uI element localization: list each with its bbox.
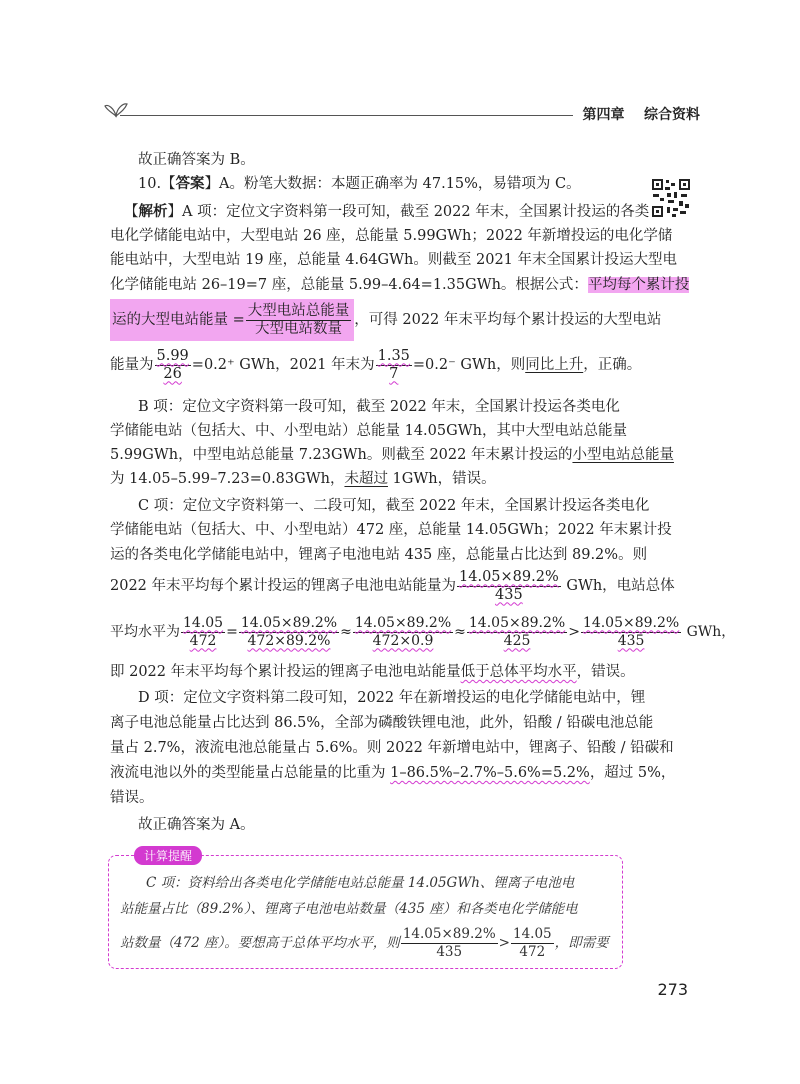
formula-den: 大型电站数量 (255, 320, 343, 337)
c-fraction-2 (181, 615, 225, 650)
a-l5-post: ，可得 2022 年末平均每个累计投运的大型电站 (354, 312, 662, 328)
tip-line-1: C 项：资料给出各类电化学储能电站总能量 14.05GWh、锂离子电池电 (146, 875, 575, 891)
frac-num: 14.05×89.2% (582, 614, 680, 631)
frac-den: 7 (389, 365, 399, 382)
analysis-line-4 (110, 275, 690, 295)
d-l4-underline: 1–86.5%–2.7%–5.6%=5.2% (390, 765, 590, 781)
tip-line-3: 站数量（472 座）。要想高于总体平均水平，则 $\frac{14.05\times 89.2\%}{435}$ > $\frac{14.05}{472}$ ，即需要 (120, 926, 609, 960)
d-l4-text: 液流电池以外的类型能量占总能量的比重为 (110, 765, 391, 781)
c-l5-post: GWh， (682, 624, 736, 640)
q10-answer-label: 答案 (175, 175, 205, 192)
c-fraction-3 (239, 615, 339, 650)
tip-l3-text: 站数量（472 座）。要想高于总体平均水平，则 (120, 935, 400, 951)
analysis-label: 解析 (138, 203, 168, 220)
fraction-599-26 (155, 348, 191, 383)
b-line-3 (110, 445, 674, 465)
b-l3-text: 5.99GWh，中型电站总能量 7.23GWh。则截至 2022 年末累计投运的 (110, 447, 573, 463)
c-fraction-1 (457, 569, 561, 604)
qr-code-icon (651, 178, 691, 218)
fraction-135-7 (376, 348, 412, 383)
a-l4-text: 化学储能电站 26–19=7 座，总能量 5.99–4.64=1.35GWh。根据公式： (110, 277, 588, 293)
formula-highlight-2 (110, 299, 354, 341)
formula-fraction (246, 303, 352, 338)
analysis-line-3: 能电站中，大型电站 19 座，总能量 4.64GWh。则截至 2021 年末全国累计投运大型电 (110, 252, 678, 268)
b-line-1: B 项：定位文字资料第一段可知，截至 2022 年末，全国累计投运各类电化 (138, 399, 620, 415)
line-prev-answer: 故正确答案为 B。 (138, 152, 255, 168)
c-l4-text: 2022 年末平均每个累计投运的锂离子电池电站能量为 (110, 578, 457, 594)
tip-line-2: 站能量占比（89.2%）、锂离子电池电站数量（435 座）和各类电化学储能电 (120, 901, 578, 917)
frac-den: 26 (163, 365, 182, 382)
formula-highlight-1: 平均每个累计投 (587, 277, 690, 293)
frac-num: 14.05×89.2% (354, 614, 452, 631)
a-l6-pre: 能量为 (110, 357, 154, 373)
c-fraction-6 (581, 615, 681, 650)
d-l4-end: ，超过 5%， (589, 765, 676, 781)
frac-num: 14.05×89.2% (402, 926, 496, 942)
tip-fraction-2 (511, 926, 554, 961)
frac-den: 435 (436, 944, 463, 960)
d-line-1: D 项：定位文字资料第二段可知，2022 年在新增投运的电化学储能电站中，锂 (138, 690, 646, 706)
q10-answer-line (110, 174, 620, 194)
d-line-5: 错误。 (110, 790, 154, 806)
a-l6-end: ，正确。 (583, 357, 642, 373)
chapter-header (573, 104, 701, 124)
c-line-3: 运的各类电化学储能电站中，锂离子电池电站 435 座，总能量占比达到 89.2%。则 (110, 547, 648, 563)
c-line-6 (110, 662, 635, 682)
analysis-a-text: 】A 项：定位文字资料第一段可知，截至 2022 年末，全国累计投运的各类 (167, 204, 650, 220)
b-l4-underline: 未超过 (344, 471, 388, 487)
page-number: 273 (657, 980, 688, 999)
analysis-line-5 (110, 299, 662, 341)
frac-num: 1.35 (377, 347, 410, 364)
c-fraction-4 (353, 615, 453, 650)
b-l4-end: 1GWh，错误。 (387, 471, 496, 487)
frac-den: 472×89.2% (247, 632, 331, 649)
d-line-2: 离子电池总能量占比达到 86.5%，全部为磷酸铁锂电池，此外，铅酸 / 铅碳电池总能 (110, 715, 654, 731)
frac-num: 14.05×89.2% (468, 614, 566, 631)
c-l6-underline: 低于总体平均水平 (460, 664, 577, 680)
c-line-2: 学储能电站（包括大、中、小型电站）472 座，总能量 14.05GWh；2022 年末累计投 (110, 522, 672, 538)
c-l4-post: GWh，电站总体 (561, 578, 675, 594)
frac-num: 5.99 (156, 347, 189, 364)
frac-den: 472 (519, 944, 546, 960)
b-line-2: 学储能电站（包括大、中、小型电站）总能量 14.05GWh，其中大型电站总能量 (110, 423, 627, 439)
final-answer: 故正确答案为 A。 (138, 817, 255, 833)
leaf-icon (104, 98, 128, 118)
b-l4-text: 为 14.05–5.99–7.23=0.83GWh， (110, 471, 345, 487)
c-line-4 (110, 568, 675, 604)
a-l6-mid1: =0.2⁺ GWh，2021 年末为 (191, 357, 375, 373)
analysis-line-6 (110, 347, 642, 383)
analysis-open: 【 (124, 204, 139, 220)
c-line-1: C 项：定位文字资料第一、二段可知，截至 2022 年末，全国累计投运各类电化 (138, 498, 650, 514)
b-line-4 (110, 469, 620, 489)
d-line-3: 量占 2.7%，液流电池总能量占 5.6%。则 2022 年新增电站中，锂离子、铅酸 / 铅碳和 (110, 740, 674, 756)
c-l6-text: 即 2022 年末平均每个累计投运的锂离子电池电站能量 (110, 664, 461, 680)
formula-num: 大型电站总能量 (247, 302, 350, 319)
q10-rest: 】A。粉笔大数据：本题正确率为 47.15%，易错项为 C。 (204, 176, 581, 192)
analysis-line-1 (110, 202, 650, 222)
d-line-4 (110, 763, 676, 783)
c-fraction-5 (467, 615, 567, 650)
tip-l3-end: ，即需要 (554, 935, 609, 951)
c-l6-end: ，错误。 (576, 664, 635, 680)
frac-num: 14.05×89.2% (459, 568, 559, 585)
a-l6-mid2: =0.2⁻ GWh，则 (412, 357, 526, 373)
chapter-label: 第四章 (582, 107, 625, 123)
frac-den: 472 (189, 632, 217, 649)
tip-fraction-1 (401, 926, 498, 961)
b-l3-underline: 小型电站总能量 (572, 447, 674, 463)
frac-num: 14.05 (183, 614, 224, 631)
section-label: 综合资料 (644, 107, 700, 123)
frac-den: 425 (503, 632, 531, 649)
frac-den: 435 (617, 632, 645, 649)
frac-den: 472×0.9 (372, 632, 434, 649)
calc-tip-label: 计算提醒 (134, 846, 202, 865)
c-line-5: 平均水平为 $\frac{14.05}{472}$ = $\frac{14.05\times 89.2\%}{472\times 89.2\%}$ ≈ $\frac{14.05\times 89.2\%}{472\times 0.9}$ ≈ $\frac{14.05\times 89.2\%}{425}$ > $\frac{14.05\times 89.2\%}{435}$ GWh， (110, 614, 736, 649)
c-l5-text: 平均水平为 (110, 624, 180, 640)
formula-label: 运的大型电站能量 = (112, 312, 245, 328)
a-l6-underline: 同比上升 (525, 357, 584, 373)
frac-num: 14.05×89.2% (240, 614, 338, 631)
frac-den: 435 (495, 586, 523, 603)
q10-prefix: 10.【 (138, 176, 176, 192)
analysis-line-2: 电化学储能电站中，大型电站 26 座，总能量 5.99GWh；2022 年新增投运的电化学储 (110, 228, 673, 244)
frac-num: 14.05 (512, 926, 552, 942)
